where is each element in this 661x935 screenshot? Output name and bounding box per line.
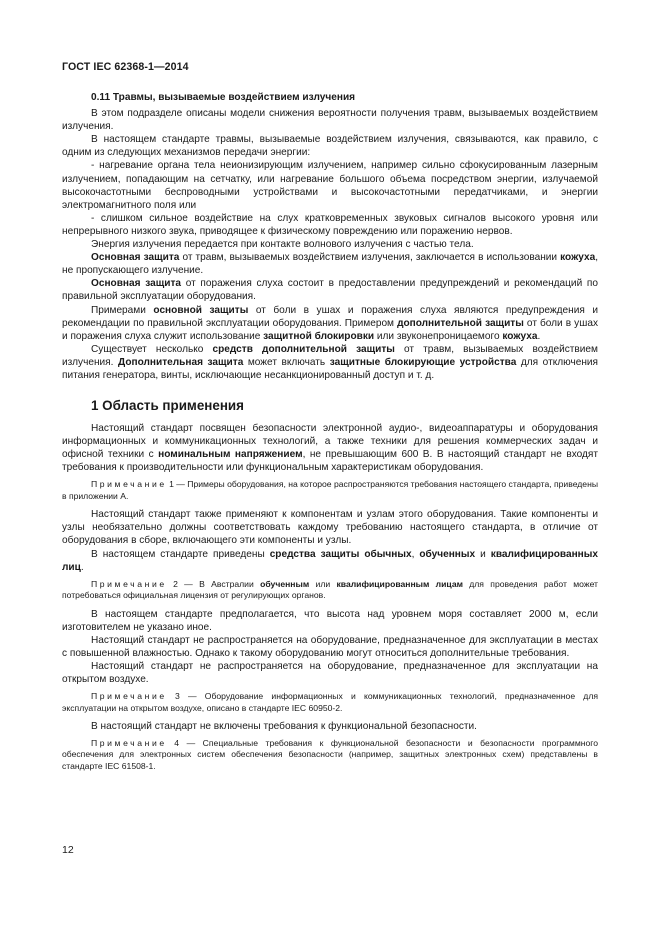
- note-text: для проведения работ может потребоваться официальная лицензия от регулирующих органов.: [62, 578, 598, 601]
- term: защитной блокировки: [263, 330, 375, 342]
- note-4: [62, 738, 598, 772]
- text: для отключения питания генератора, винты, исключающие несанкционированный доступ и т. д.: [62, 356, 599, 381]
- section-heading-0-11: 0.11 Травмы, вызываемые воздействием излучения: [91, 92, 356, 103]
- note-text: или: [309, 578, 337, 589]
- note-1: [62, 479, 598, 502]
- paragraph: [62, 548, 598, 574]
- section-heading-1: 1 Область применения: [91, 398, 244, 414]
- text: ,: [411, 548, 420, 560]
- note-label: Примечание: [91, 578, 167, 589]
- text: или звуконепроницаемого: [374, 330, 503, 342]
- term: номинальным напряжением: [158, 449, 303, 461]
- paragraph: В настоящем стандарте травмы, вызываемые воздействием излучения, связываются, как правило, с одним из следующих механизмов передачи энергии:: [62, 134, 598, 159]
- term: дополнительной защиты: [397, 317, 524, 329]
- text: .: [537, 330, 541, 342]
- paragraph: Настоящий стандарт не распространяется на оборудование, предназначенное для эксплуатации на открытом воздухе.: [62, 660, 598, 685]
- text: и: [475, 548, 491, 560]
- note-text: 4 — Специальные требования к функциональной безопасности и безопасности программного обеспечения для электронных систем обеспечения безопасности (например, защитных электронных схем) представлены в стандарте IEC 61508-1.: [62, 738, 598, 771]
- term: основной защиты: [153, 304, 249, 316]
- document-body: [62, 91, 598, 778]
- paragraph: [62, 343, 598, 382]
- paragraph: [62, 251, 598, 277]
- note-2: [62, 579, 598, 602]
- text: от боли в ушах и поражения слуха являются предупреждения и рекомендации по правильной эксплуатации оборудования. Примером: [62, 304, 598, 329]
- text: Настоящий стандарт посвящен безопасности электронной аудио-, видеоаппаратуры и оборудования информационных и коммуникационных технологий, а также техники для решения коммерческих задач и офисной техники с: [62, 423, 598, 461]
- term: Дополнительная защита: [118, 356, 244, 368]
- list-item: - нагревание органа тела неионизирующим излучением, например сильно сфокусированным лазерным излучением, попадающим на сетчатку, или нагревание большого объема посредством энергии, излучаемой высокочастотными беспроводными устройствами и высокочастотными передатчиками, и энергии электромагнитного поля или: [62, 160, 598, 211]
- note-label: Примечание: [91, 479, 167, 490]
- term: квалифицированных лиц: [62, 548, 599, 573]
- note-3: [62, 691, 598, 714]
- paragraph: Энергия излучения передается при контакте волнового излучения с частью тела.: [91, 239, 474, 251]
- paragraph: [62, 422, 598, 474]
- document-header: ГОСТ IEC 62368-1—2014: [62, 61, 189, 73]
- term: защитные блокирующие устройства: [329, 356, 517, 368]
- term: обученных: [419, 548, 476, 560]
- paragraph: В настоящем стандарте предполагается, что высота над уровнем моря составляет 2000 м, если изготовителем не указано иное.: [62, 608, 598, 633]
- term: обученным: [260, 578, 310, 589]
- paragraph: Настоящий стандарт не распространяется на оборудование, предназначенное для эксплуатации в местах с повышенной влажностью. Однако к такому оборудованию могут относиться дополнительные требования.: [62, 634, 598, 659]
- note-text: 2 — В Австралии: [166, 578, 261, 589]
- text: от травм, вызываемых воздействием излучения.: [62, 343, 598, 368]
- text: Существует несколько: [91, 343, 213, 355]
- term: кожуха: [560, 252, 596, 264]
- note-label: Примечание: [91, 691, 167, 702]
- term: средств дополнительной защиты: [212, 343, 395, 355]
- term: кожуха: [502, 330, 538, 342]
- paragraph: В этом подразделе описаны модели снижения вероятности получения травм, вызываемых воздействием излучения.: [62, 108, 598, 133]
- text: может включать: [243, 356, 330, 368]
- term: Основная защита: [91, 252, 180, 264]
- note-text: 1 — Примеры оборудования, на которое распространяются требования настоящего стандарта, приведены в приложении А.: [62, 479, 599, 501]
- paragraph: [62, 304, 598, 343]
- text: от травм, вызываемых воздействием излучения, заключается в использовании: [179, 252, 561, 264]
- text: от поражения слуха состоит в предоставлении предупреждений и рекомендаций по правильной эксплуатации оборудования.: [62, 278, 598, 303]
- paragraph: Настоящий стандарт также применяют к компонентам и узлам этого оборудования. Такие компоненты и узлы необязательно должны соответствовать каждому требованию настоящего стандарта, в отличие от оборудования в сборе, включающего эти компоненты и узлы.: [62, 509, 598, 547]
- text: В настоящем стандарте приведены: [91, 548, 270, 560]
- page-number: 12: [62, 844, 74, 856]
- text: , не превышающим 600 В. В настоящий стандарт не входят требования к производительности или функциональным характеристикам оборудования.: [62, 449, 599, 474]
- text: .: [80, 561, 84, 573]
- paragraph: [62, 277, 598, 303]
- text: от боли в ушах и поражения слуха служит использование: [62, 317, 598, 342]
- text: Примерами: [91, 304, 154, 316]
- term: средства защиты обычных: [269, 548, 412, 560]
- term: квалифицированным лицам: [336, 578, 463, 589]
- term: Основная защита: [91, 278, 182, 290]
- note-label: Примечание: [91, 738, 167, 748]
- text: , не пропускающего излучение.: [62, 252, 599, 277]
- paragraph: В настоящий стандарт не включены требования к функциональной безопасности.: [91, 720, 477, 732]
- list-item: - слишком сильное воздействие на слух кратковременных звуковых сигналов высокого уровня или непрерывного низкого звука, приводящее к физическому повреждению или поражению нервов.: [62, 212, 598, 237]
- note-text: 3 — Оборудование информационных и коммуникационных технологий, предназначенное для эксплуатации на открытом воздухе, описано в стандарте IEC 60950-2.: [62, 691, 598, 713]
